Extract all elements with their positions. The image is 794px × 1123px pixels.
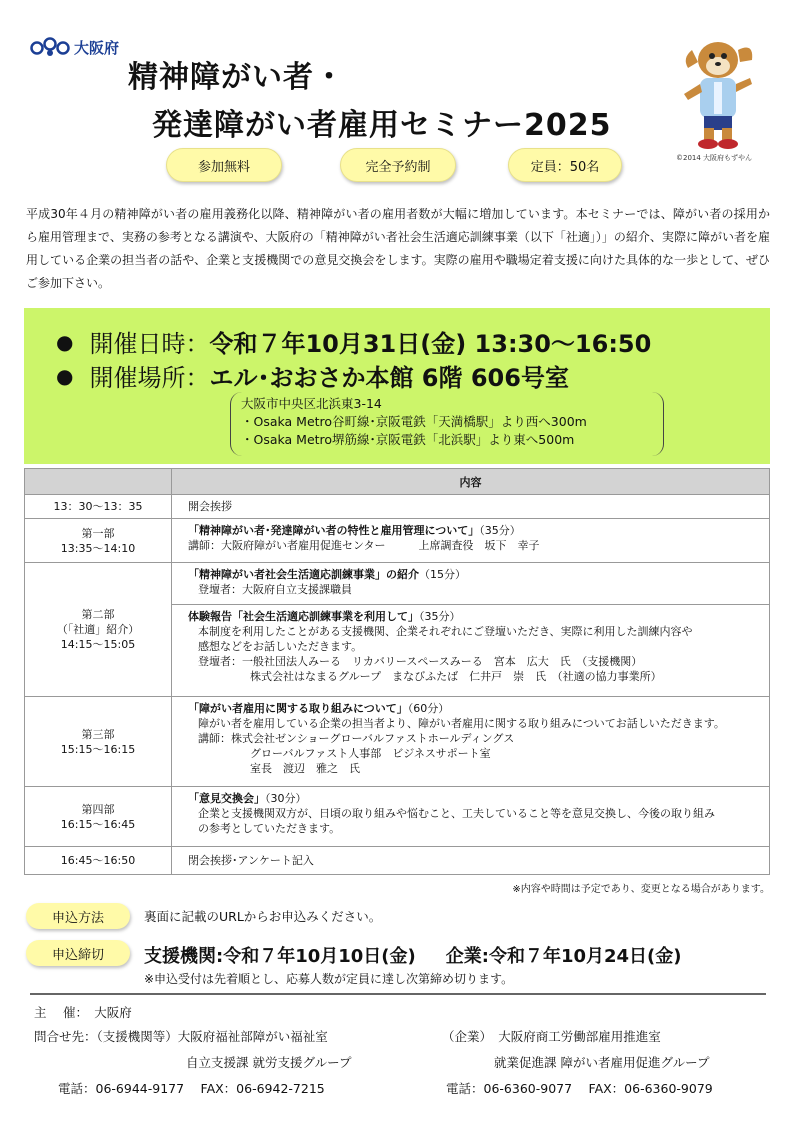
row-time bbox=[25, 519, 172, 563]
row-content: 閉会挨拶･アンケート記入 bbox=[172, 847, 770, 875]
bullet-icon: ● bbox=[56, 363, 74, 388]
session-title bbox=[188, 567, 753, 582]
contact-support-dept: 問合せ先：（支援機関等）大阪府福祉部障がい福祉室 bbox=[34, 1029, 328, 1044]
table-row bbox=[25, 697, 770, 787]
time-range: 14:15～15:05 bbox=[60, 638, 136, 651]
organizer: 主 催： 大阪府 bbox=[34, 1005, 132, 1020]
part-label: 第四部 bbox=[81, 802, 115, 816]
event-date-value: 令和７年10月31日(金) 13:30～16:50 bbox=[209, 330, 652, 358]
venue-address: 大阪市中央区北浜東3-14 bbox=[241, 396, 382, 411]
session-title-text: 体験報告「社会生活適応訓練事業を利用して」 bbox=[188, 610, 419, 623]
table-row bbox=[25, 847, 770, 875]
session-title-text: 「障がい者雇用に関する取り組みについて」 bbox=[188, 702, 408, 715]
deadline-note: ※申込受付は先着順とし、応募人数が定員に達し次第締め切ります。 bbox=[144, 972, 514, 986]
speaker-line: 登壇者：大阪府自立支援課職員 bbox=[198, 583, 352, 596]
session-duration: （35分） bbox=[479, 524, 521, 537]
schedule-note: ※内容や時間は予定であり、変更となる場合があります。 bbox=[512, 884, 770, 895]
badge-reservation: 完全予約制 bbox=[340, 148, 456, 182]
deadline-label: 申込締切 bbox=[26, 940, 130, 966]
session-title-text: 「精神障がい者･発達障がい者の特性と雇用管理について」 bbox=[188, 524, 480, 537]
part-label: 第一部 bbox=[81, 526, 115, 540]
table-row bbox=[25, 519, 770, 563]
venue-address-box bbox=[230, 392, 664, 456]
description-line: 本制度を利用したことがある支援機関、企業それぞれにご登壇いただき、実際に利用した訓練内容や bbox=[198, 625, 693, 638]
contact-company-dept: （企業） 大阪府商工労働部雇用推進室 bbox=[442, 1029, 661, 1044]
intro-paragraph: 平成30年４月の精神障がい者の雇用義務化以降、精神障がい者の雇用者数が大幅に増加しています。本セミナーでは、障がい者の採用から雇用管理まで、実務の参考となる講演や、大阪府の「精神障がい者社会生活適応訓練事業（以下「社適」）」の紹介、実際に障がい者を雇用している企業の担当者の話や、企業と支援機関での意見交換会をします。実際の雇用や職場定着支援に向けた具体的な一歩として、ぜひご参加下さい。 bbox=[26, 207, 770, 290]
session-duration: （60分） bbox=[407, 702, 450, 715]
row-time bbox=[25, 563, 172, 697]
contact-company-group: 就業促進課 障がい者雇用促進グループ bbox=[494, 1055, 710, 1070]
row-time bbox=[25, 787, 172, 847]
osaka-logo bbox=[30, 36, 119, 58]
speaker-line: 室長 渡辺 雅之 氏 bbox=[250, 762, 360, 775]
apply-method-label: 申込方法 bbox=[26, 903, 130, 929]
page-title-line2: 発達障がい者雇用セミナー2025 bbox=[152, 108, 612, 143]
session-title bbox=[188, 701, 753, 716]
table-row bbox=[25, 787, 770, 847]
session-title-text: 「精神障がい者社会生活適応訓練事業」の紹介 bbox=[188, 568, 419, 581]
speaker-line: 講師：大阪府障がい者雇用促進センター 上席調査役 坂下 幸子 bbox=[188, 539, 540, 552]
session-title bbox=[188, 791, 753, 806]
part-sub-label: （「社適」紹介） bbox=[56, 623, 140, 636]
speaker-line: グローバルファスト人事部 ビジネスサポート室 bbox=[250, 747, 491, 760]
table-header-row bbox=[25, 469, 770, 495]
time-range: 16:15～16:45 bbox=[60, 817, 136, 831]
row-content bbox=[172, 697, 770, 787]
row-content bbox=[172, 605, 770, 697]
event-venue-label: 開催場所： bbox=[89, 364, 210, 392]
part-label: 第三部 bbox=[81, 727, 115, 741]
event-date-label: 開催日時： bbox=[89, 330, 210, 358]
contact-company-phone: 電話：06-6360-9077 FAX：06-6360-9079 bbox=[446, 1081, 713, 1096]
session-duration: （30分） bbox=[265, 792, 307, 805]
event-date-row bbox=[56, 324, 651, 359]
description-line: 感想などをお話しいただきます。 bbox=[198, 640, 363, 653]
content-column-header: 内容 bbox=[172, 469, 770, 495]
venue-access-1: ・Osaka Metro谷町線･京阪電鉄「天満橋駅」より西へ300m bbox=[241, 414, 587, 429]
deadline-support: 支援機関:令和７年10月10日(金) bbox=[144, 946, 416, 967]
deadline-company: 企業:令和７年10月24日(金) bbox=[445, 946, 682, 967]
event-venue-row bbox=[56, 358, 569, 393]
row-content bbox=[172, 787, 770, 847]
row-content: 開会挨拶 bbox=[172, 495, 770, 519]
speaker-line: 株式会社はなまるグループ まなびふたば 仁井戸 崇 氏 （社適の協力事業所） bbox=[250, 670, 662, 683]
speaker-line: 講師：株式会社ゼンショーグローバルファストホールディングス bbox=[198, 732, 515, 745]
session-duration: （15分） bbox=[419, 568, 466, 581]
bullet-icon: ● bbox=[56, 329, 74, 354]
logo-text: 大阪府 bbox=[74, 38, 120, 57]
part-label: 第二部 bbox=[81, 608, 115, 621]
description-line: の参考としていただきます。 bbox=[198, 822, 341, 835]
schedule-table bbox=[24, 468, 770, 875]
row-content bbox=[172, 519, 770, 563]
session-title bbox=[188, 609, 753, 624]
badge-capacity: 定員：50名 bbox=[508, 148, 622, 182]
description-line: 企業と支援機関双方が、日頃の取り組みや悩むこと、工夫していること等を意見交換し、今後の取り組み bbox=[198, 807, 715, 820]
session-title-text: 「意見交換会」 bbox=[188, 792, 265, 805]
session-title bbox=[188, 523, 753, 538]
row-time: 16:45～16:50 bbox=[25, 847, 172, 875]
row-time: 13：30～13：35 bbox=[25, 495, 172, 519]
session-duration: （35分） bbox=[419, 610, 461, 623]
footer-divider bbox=[30, 993, 766, 995]
venue-access-2: ・Osaka Metro堺筋線･京阪電鉄「北浜駅」より東へ500m bbox=[241, 432, 575, 447]
mozuyan-mascot-icon bbox=[678, 38, 756, 150]
speaker-line: 登壇者：一般社団法人みーる リカバリースペースみーる 宮本 広大 氏 （支援機関） bbox=[198, 655, 643, 668]
osaka-emblem-icon bbox=[30, 36, 70, 58]
event-venue-value: エル･おおさか本館 6階 606号室 bbox=[209, 364, 569, 392]
deadline-dates bbox=[144, 942, 682, 968]
table-row bbox=[25, 563, 770, 605]
row-content bbox=[172, 563, 770, 605]
description-line: 障がい者を雇用している企業の担当者より、障がい者雇用に関する取り組みについてお話しいただきます。 bbox=[198, 717, 725, 730]
contact-support-group: 自立支援課 就労支援グループ bbox=[186, 1055, 352, 1070]
contact-support-phone: 電話：06-6944-9177 FAX：06-6942-7215 bbox=[58, 1081, 325, 1096]
table-row bbox=[25, 495, 770, 519]
badge-free: 参加無料 bbox=[166, 148, 282, 182]
time-range: 15:15～16:15 bbox=[60, 742, 136, 756]
apply-method-text: 裏面に記載のURLからお申込みください。 bbox=[144, 909, 382, 924]
time-range: 13:35～14:10 bbox=[60, 541, 136, 555]
time-column-header bbox=[25, 469, 172, 495]
row-time bbox=[25, 697, 172, 787]
mascot-copyright: ©2014 大阪府もずやん bbox=[676, 154, 753, 162]
page-title-line1: 精神障がい者・ bbox=[128, 60, 345, 95]
